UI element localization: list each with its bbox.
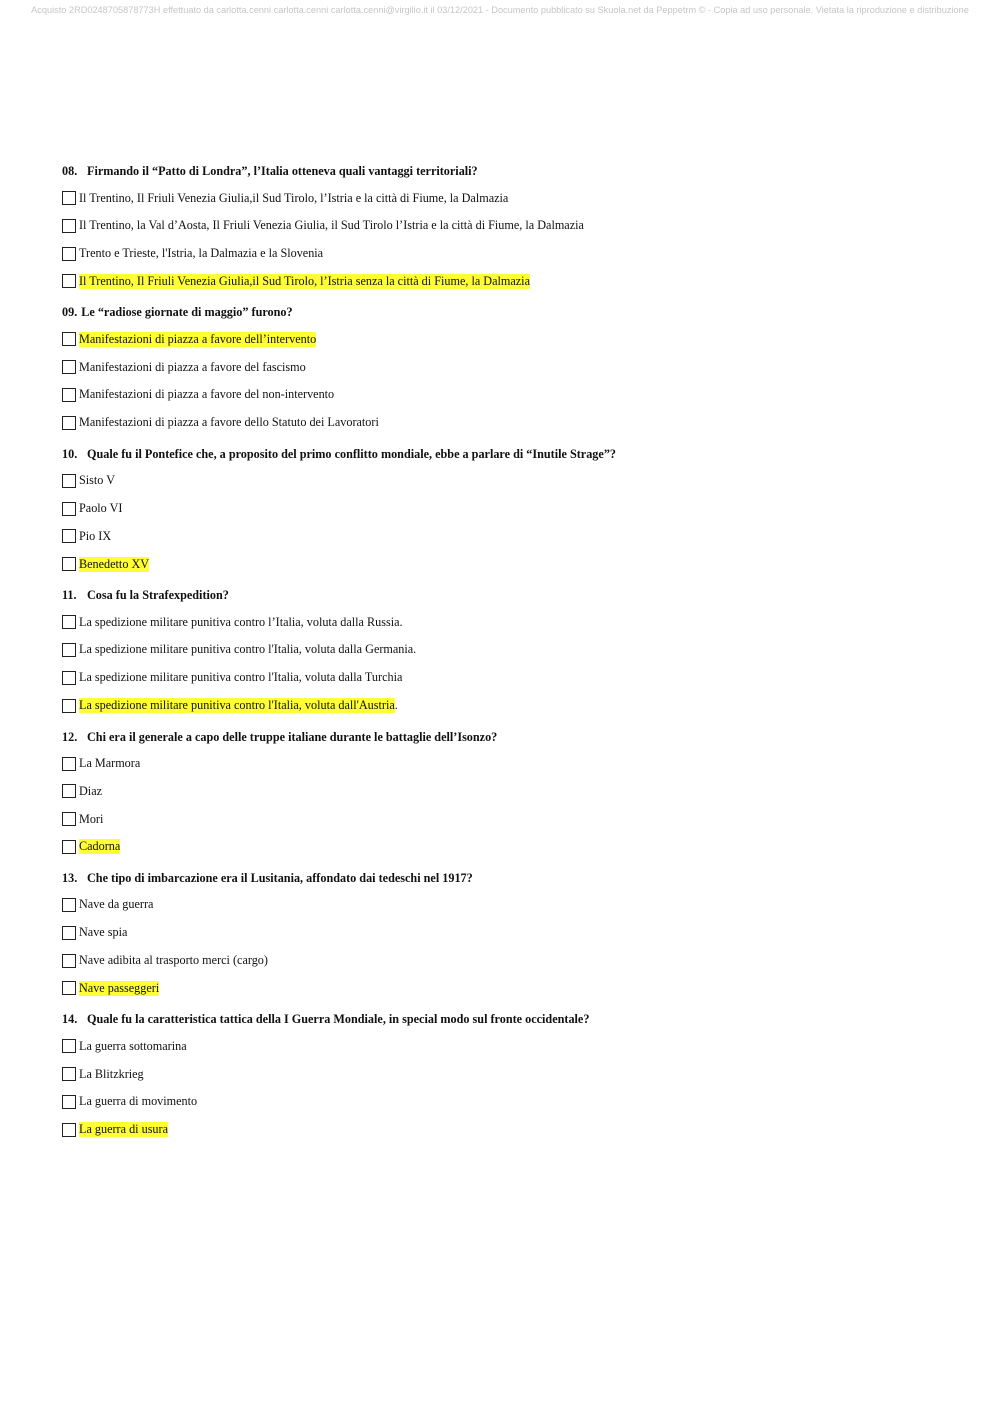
answer-checkbox[interactable]: [62, 615, 76, 629]
answer-checkbox[interactable]: [62, 332, 76, 346]
answer-option: [62, 245, 962, 263]
answer-checkbox[interactable]: [62, 1067, 76, 1081]
answer-checkbox[interactable]: [62, 1123, 76, 1137]
answer-option: [62, 386, 962, 404]
answer-checkbox[interactable]: [62, 247, 76, 261]
highlighted-answer-text: Cadorna: [79, 839, 121, 854]
answer-option: [62, 669, 962, 687]
answer-option: [62, 472, 962, 490]
answer-option: [62, 896, 962, 914]
answer-text: Il Trentino, la Val d’Aosta, Il Friuli Venezia Giulia, il Sud Tirolo l’Istria e la città di Fiume, la Dalmazia: [79, 218, 584, 233]
question-12: [62, 729, 962, 856]
question-13: [62, 870, 962, 997]
quiz: [62, 163, 962, 1153]
question-number: 10.: [62, 446, 78, 461]
answer-checkbox[interactable]: [62, 416, 76, 430]
answer-suffix: .: [394, 698, 398, 713]
answer-checkbox[interactable]: [62, 757, 76, 771]
answer-option: [62, 1037, 962, 1055]
answer-option: [62, 414, 962, 432]
question-title: [62, 446, 962, 462]
answer-option: [62, 810, 962, 828]
answer-checkbox[interactable]: [62, 557, 76, 571]
answer-checkbox[interactable]: [62, 360, 76, 374]
answer-checkbox[interactable]: [62, 898, 76, 912]
answer-option-correct: [62, 697, 962, 715]
question-number: 13.: [62, 870, 78, 885]
question-number: 14.: [62, 1012, 78, 1027]
answer-option: [62, 358, 962, 376]
answer-text: Nave spia: [79, 925, 128, 940]
question-title: [62, 304, 962, 320]
answer-option-correct: [62, 272, 962, 290]
answer-checkbox[interactable]: [62, 981, 76, 995]
answer-checkbox[interactable]: [62, 699, 76, 713]
answer-option: [62, 1065, 962, 1083]
question-number: 11.: [62, 588, 77, 603]
answer-text: Pio IX: [79, 528, 112, 543]
question-text: Quale fu la caratteristica tattica della I Guerra Mondiale, in special modo sul fronte occidentale?: [87, 1012, 590, 1027]
answer-text: Paolo VI: [79, 501, 123, 516]
answer-checkbox[interactable]: [62, 1039, 76, 1053]
answer-checkbox[interactable]: [62, 388, 76, 402]
question-08: [62, 163, 962, 290]
answer-text: La spedizione militare punitiva contro l’Italia, voluta dalla Russia.: [79, 614, 403, 629]
answer-text: Nave adibita al trasporto merci (cargo): [79, 953, 268, 968]
question-11: [62, 587, 962, 714]
answer-text: Mori: [79, 811, 104, 826]
answer-option-correct: [62, 1121, 962, 1139]
answer-text: La spedizione militare punitiva contro l'Italia, voluta dalla Turchia: [79, 670, 403, 685]
answer-checkbox[interactable]: [62, 954, 76, 968]
answer-option: [62, 755, 962, 773]
answer-option: [62, 189, 962, 207]
answer-checkbox[interactable]: [62, 529, 76, 543]
question-10: [62, 446, 962, 573]
question-09: [62, 304, 962, 431]
highlighted-answer-text: Benedetto XV: [79, 556, 150, 571]
question-number: 08.: [62, 164, 78, 178]
highlighted-answer-text: La guerra di usura: [79, 1122, 168, 1137]
question-text: Firmando il “Patto di Londra”, l’Italia otteneva quali vantaggi territoriali?: [87, 164, 478, 178]
question-text: Cosa fu la Strafexpedition?: [87, 588, 229, 603]
question-title: [62, 729, 962, 745]
answer-text: La Marmora: [79, 756, 141, 771]
answer-checkbox[interactable]: [62, 840, 76, 854]
answer-text: La guerra sottomarina: [79, 1038, 187, 1053]
answer-option: [62, 1093, 962, 1111]
question-title: [62, 163, 962, 179]
answer-checkbox[interactable]: [62, 474, 76, 488]
watermark-text: Acquisto 2RD0248705878773H effettuato da carlotta.cenni carlotta.cenni carlotta.cenni@virgilio.it il 03/12/2021 - Documento pubblicato su Skuola.net da Peppetrm © - Copia ad uso personale. Vietata la riproduzione e distribuzione: [31, 5, 969, 15]
answer-checkbox[interactable]: [62, 274, 76, 288]
answer-text: Il Trentino, Il Friuli Venezia Giulia,il Sud Tirolo, l’Istria e la città di Fiume, la Dalmazia: [79, 190, 509, 205]
question-text: Chi era il generale a capo delle truppe italiane durante le battaglie dell’Isonzo?: [87, 729, 498, 744]
answer-option: [62, 613, 962, 631]
question-title: [62, 587, 962, 603]
answer-option: [62, 500, 962, 518]
answer-checkbox[interactable]: [62, 502, 76, 516]
answer-option: [62, 952, 962, 970]
answer-text: Diaz: [79, 783, 103, 798]
answer-text: La spedizione militare punitiva contro l'Italia, voluta dalla Germania.: [79, 642, 417, 657]
answer-text: Manifestazioni di piazza a favore del non-intervento: [79, 387, 335, 402]
question-number: 12.: [62, 729, 78, 744]
answer-text: Manifestazioni di piazza a favore del fascismo: [79, 359, 306, 374]
answer-text: Nave da guerra: [79, 897, 154, 912]
answer-option-correct: [62, 330, 962, 348]
answer-text: Trento e Trieste, l'Istria, la Dalmazia e la Slovenia: [79, 246, 324, 261]
answer-text: La guerra di movimento: [79, 1094, 198, 1109]
answer-text: La Blitzkrieg: [79, 1066, 144, 1081]
question-14: [62, 1011, 962, 1138]
answer-option: [62, 641, 962, 659]
question-title: [62, 870, 962, 886]
answer-option: [62, 924, 962, 942]
answer-checkbox[interactable]: [62, 1095, 76, 1109]
answer-option-correct: [62, 838, 962, 856]
highlighted-answer-text: Il Trentino, Il Friuli Venezia Giulia,il Sud Tirolo, l’Istria senza la città di Fiume, la Dalmazia: [79, 273, 530, 288]
answer-option: [62, 782, 962, 800]
answer-checkbox[interactable]: [62, 926, 76, 940]
answer-checkbox[interactable]: [62, 191, 76, 205]
highlighted-answer-text: La spedizione militare punitiva contro l'Italia, voluta dall'Austria: [79, 698, 395, 713]
highlighted-answer-text: Manifestazioni di piazza a favore dell’intervento: [79, 331, 317, 346]
answer-option: [62, 527, 962, 545]
answer-option-correct: [62, 979, 962, 997]
answer-checkbox[interactable]: [62, 812, 76, 826]
question-text: Che tipo di imbarcazione era il Lusitania, affondato dai tedeschi nel 1917?: [87, 870, 473, 885]
answer-option-correct: [62, 555, 962, 573]
answer-checkbox[interactable]: [62, 219, 76, 233]
question-title: [62, 1011, 962, 1027]
highlighted-answer-text: Nave passeggeri: [79, 980, 160, 995]
answer-checkbox[interactable]: [62, 784, 76, 798]
question-text: Quale fu il Pontefice che, a proposito del primo conflitto mondiale, ebbe a parlare di “Inutile Strage”?: [87, 446, 617, 461]
answer-checkbox[interactable]: [62, 643, 76, 657]
question-number: 09.: [62, 305, 78, 320]
answer-text: Manifestazioni di piazza a favore dello Statuto dei Lavoratori: [79, 415, 379, 430]
answer-text: Sisto V: [79, 473, 116, 488]
question-text: Le “radiose giornate di maggio” furono?: [81, 305, 293, 320]
answer-checkbox[interactable]: [62, 671, 76, 685]
answer-option: [62, 217, 962, 235]
